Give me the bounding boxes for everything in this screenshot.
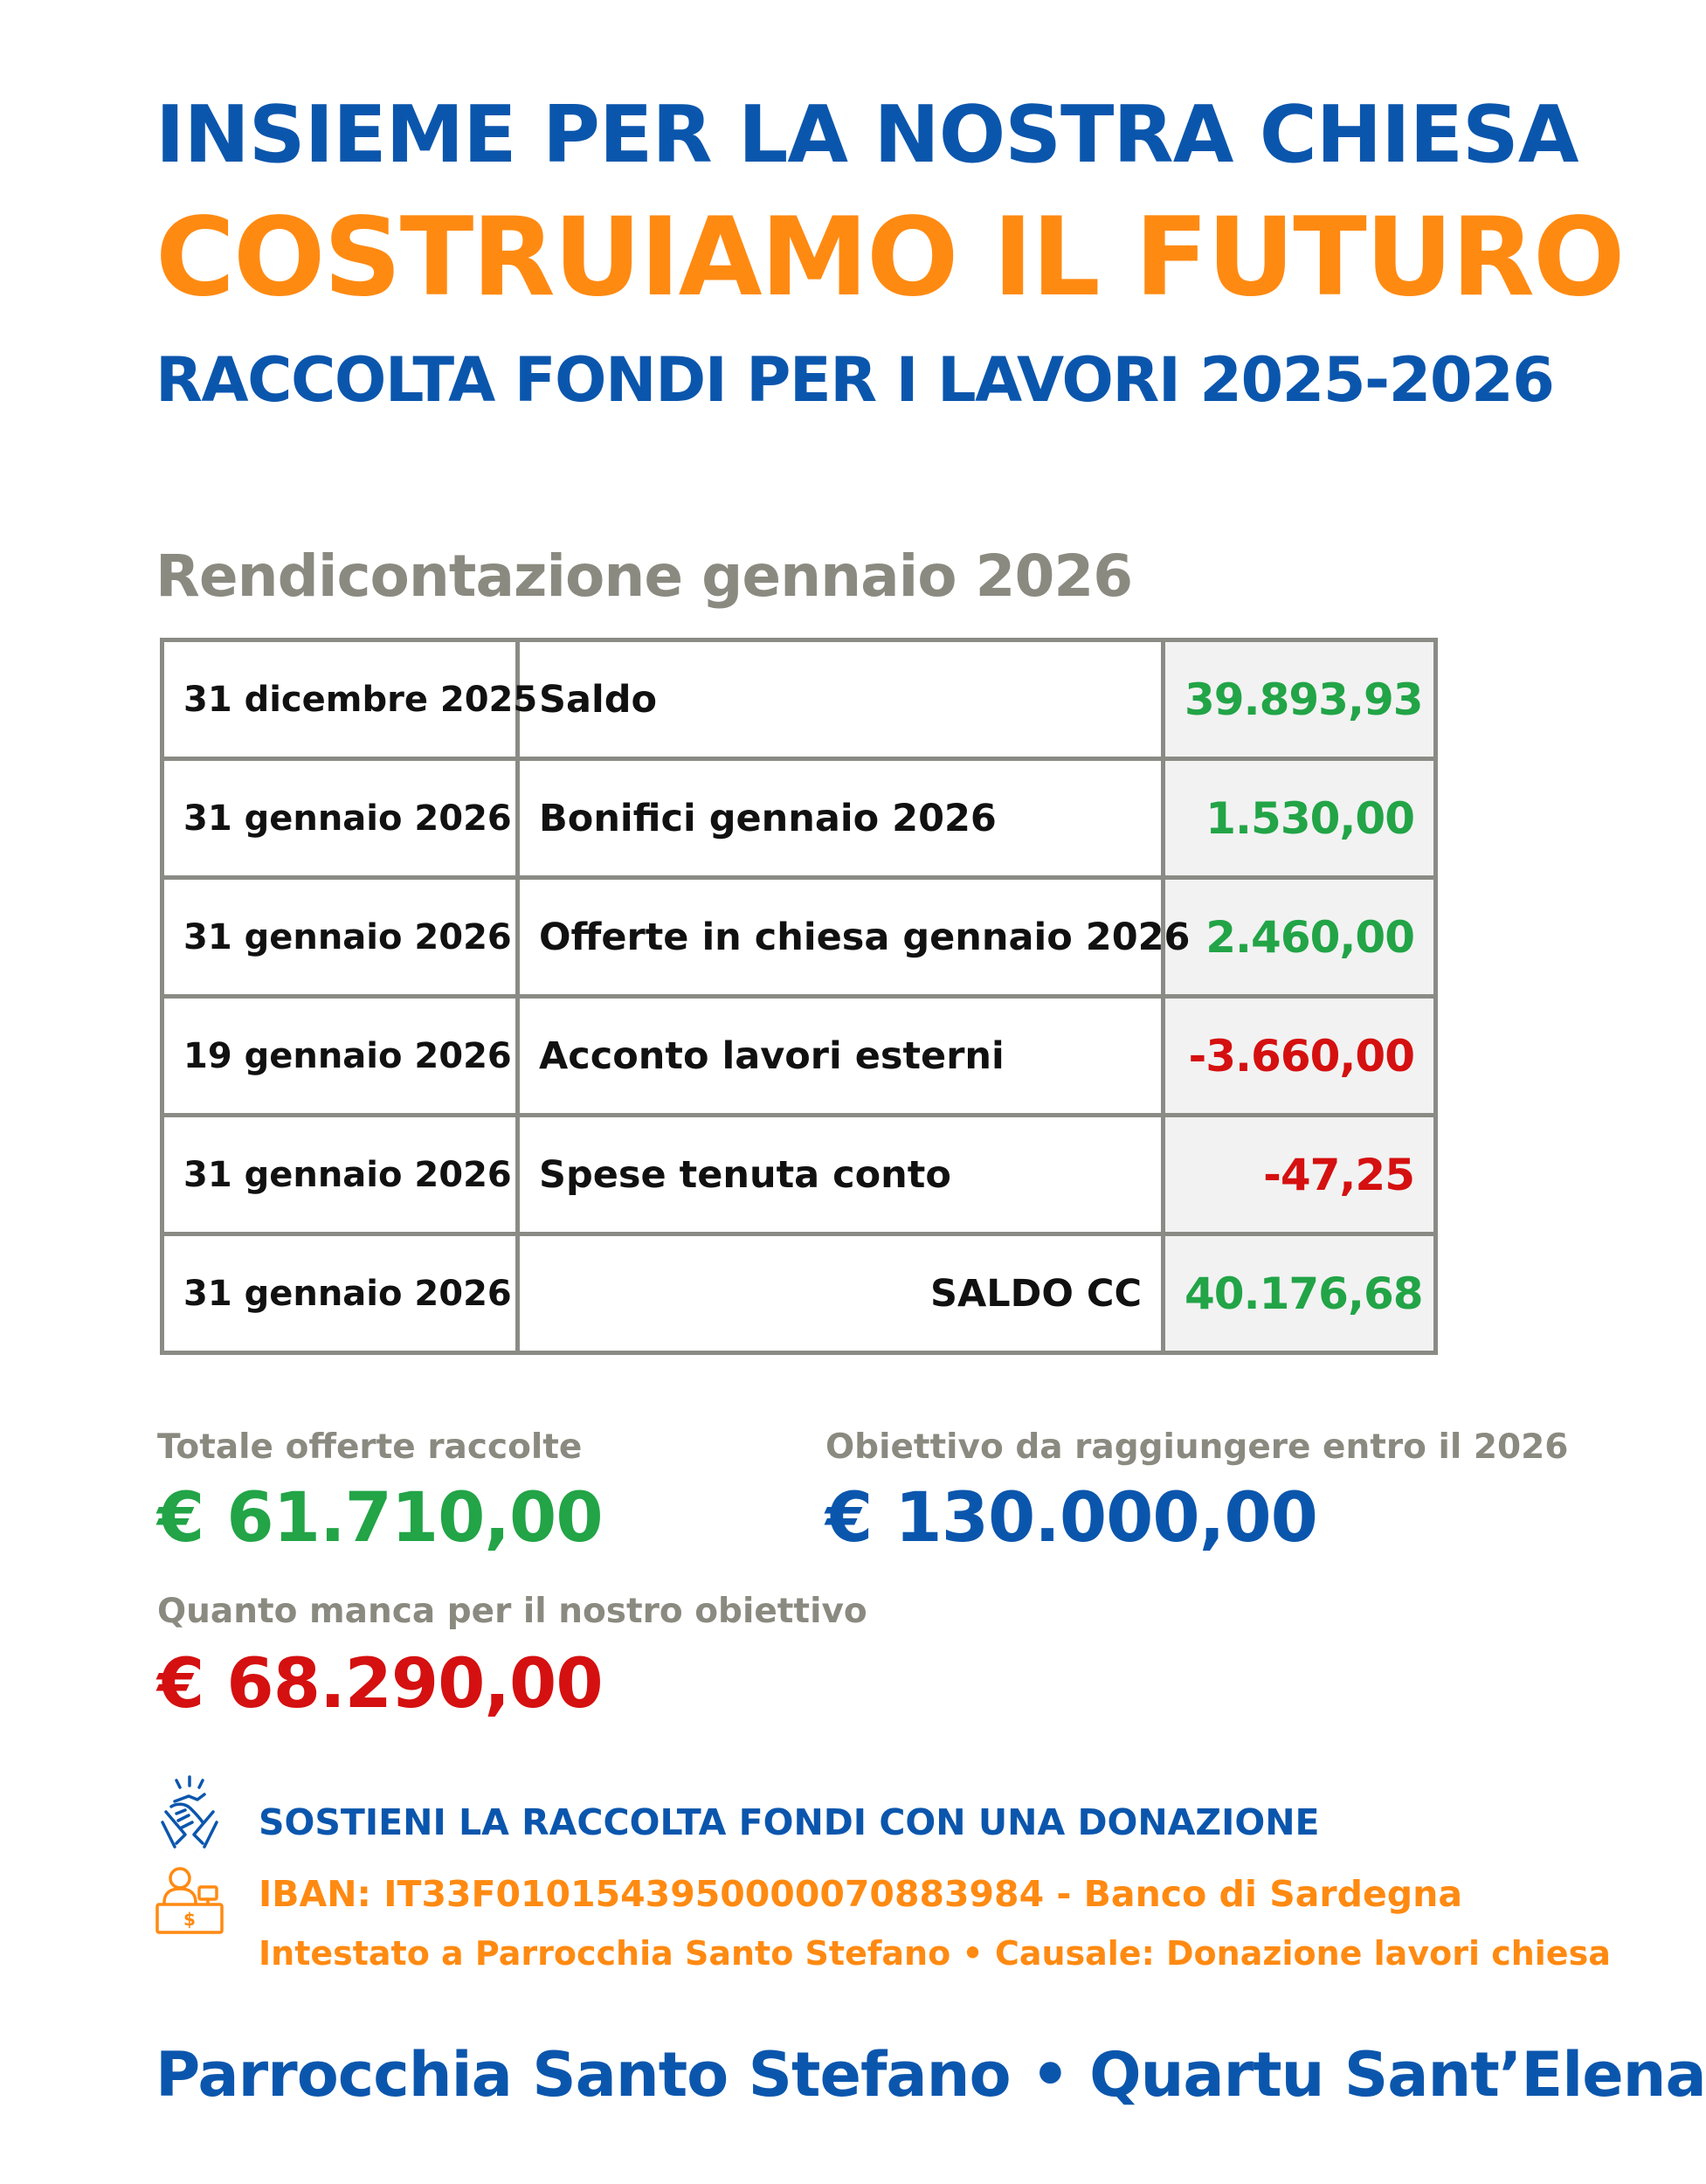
table-row [162, 878, 1436, 997]
missing-label: Quanto manca per il nostro obiettivo [157, 1592, 867, 1631]
row-amount: 2.460,00 [1164, 878, 1436, 997]
donation-cta: SOSTIENI LA RACCOLTA FONDI CON UNA DONAZIONE [259, 1801, 1320, 1843]
table-row [162, 759, 1436, 878]
header-line-1: INSIEME PER LA NOSTRA CHIESA [155, 89, 1578, 181]
row-amount: -3.660,00 [1164, 997, 1436, 1116]
report-title: Rendicontazione gennaio 2026 [155, 543, 1133, 610]
row-description: SALDO CC [518, 1234, 1164, 1353]
header-line-3: RACCOLTA FONDI PER I LAVORI 2025-2026 [155, 344, 1554, 416]
total-label: Totale offerte raccolte [157, 1427, 583, 1467]
row-amount: -47,25 [1164, 1116, 1436, 1234]
row-date: 19 gennaio 2026 [162, 997, 518, 1116]
row-date: 31 dicembre 2025 [162, 640, 518, 759]
footer-parish: Parrocchia Santo Stefano • Quartu Sant’Elena [155, 2039, 1706, 2111]
row-description: Acconto lavori esterni [518, 997, 1164, 1116]
row-description: Spese tenuta conto [518, 1116, 1164, 1234]
table-row [162, 1116, 1436, 1234]
goal-label: Obiettivo da raggiungere entro il 2026 [825, 1427, 1569, 1467]
donation-iban: IBAN: IT33F0101543950000070883984 - Banco di Sardegna [259, 1873, 1462, 1915]
ledger-table [160, 638, 1438, 1355]
row-amount: 1.530,00 [1164, 759, 1436, 878]
goal-value: € 130.000,00 [825, 1479, 1317, 1558]
table-row [162, 640, 1436, 759]
row-description: Bonifici gennaio 2026 [518, 759, 1164, 878]
svg-text:$: $ [183, 1909, 196, 1930]
cashier-icon [150, 1861, 229, 1939]
row-amount: 39.893,93 [1164, 640, 1436, 759]
row-date: 31 gennaio 2026 [162, 1234, 518, 1353]
row-description: Saldo [518, 640, 1164, 759]
row-description: Offerte in chiesa gennaio 2026 [518, 878, 1164, 997]
missing-value: € 68.290,00 [157, 1645, 603, 1724]
table-row [162, 1234, 1436, 1353]
handshake-icon [150, 1773, 229, 1852]
donation-holder: Intestato a Parrocchia Santo Stefano • Causale: Donazione lavori chiesa [259, 1934, 1611, 1973]
header-line-2: COSTRUIAMO IL FUTURO [155, 195, 1624, 321]
row-date: 31 gennaio 2026 [162, 1116, 518, 1234]
table-row [162, 997, 1436, 1116]
row-date: 31 gennaio 2026 [162, 759, 518, 878]
total-value: € 61.710,00 [157, 1479, 603, 1558]
row-amount: 40.176,68 [1164, 1234, 1436, 1353]
row-date: 31 gennaio 2026 [162, 878, 518, 997]
